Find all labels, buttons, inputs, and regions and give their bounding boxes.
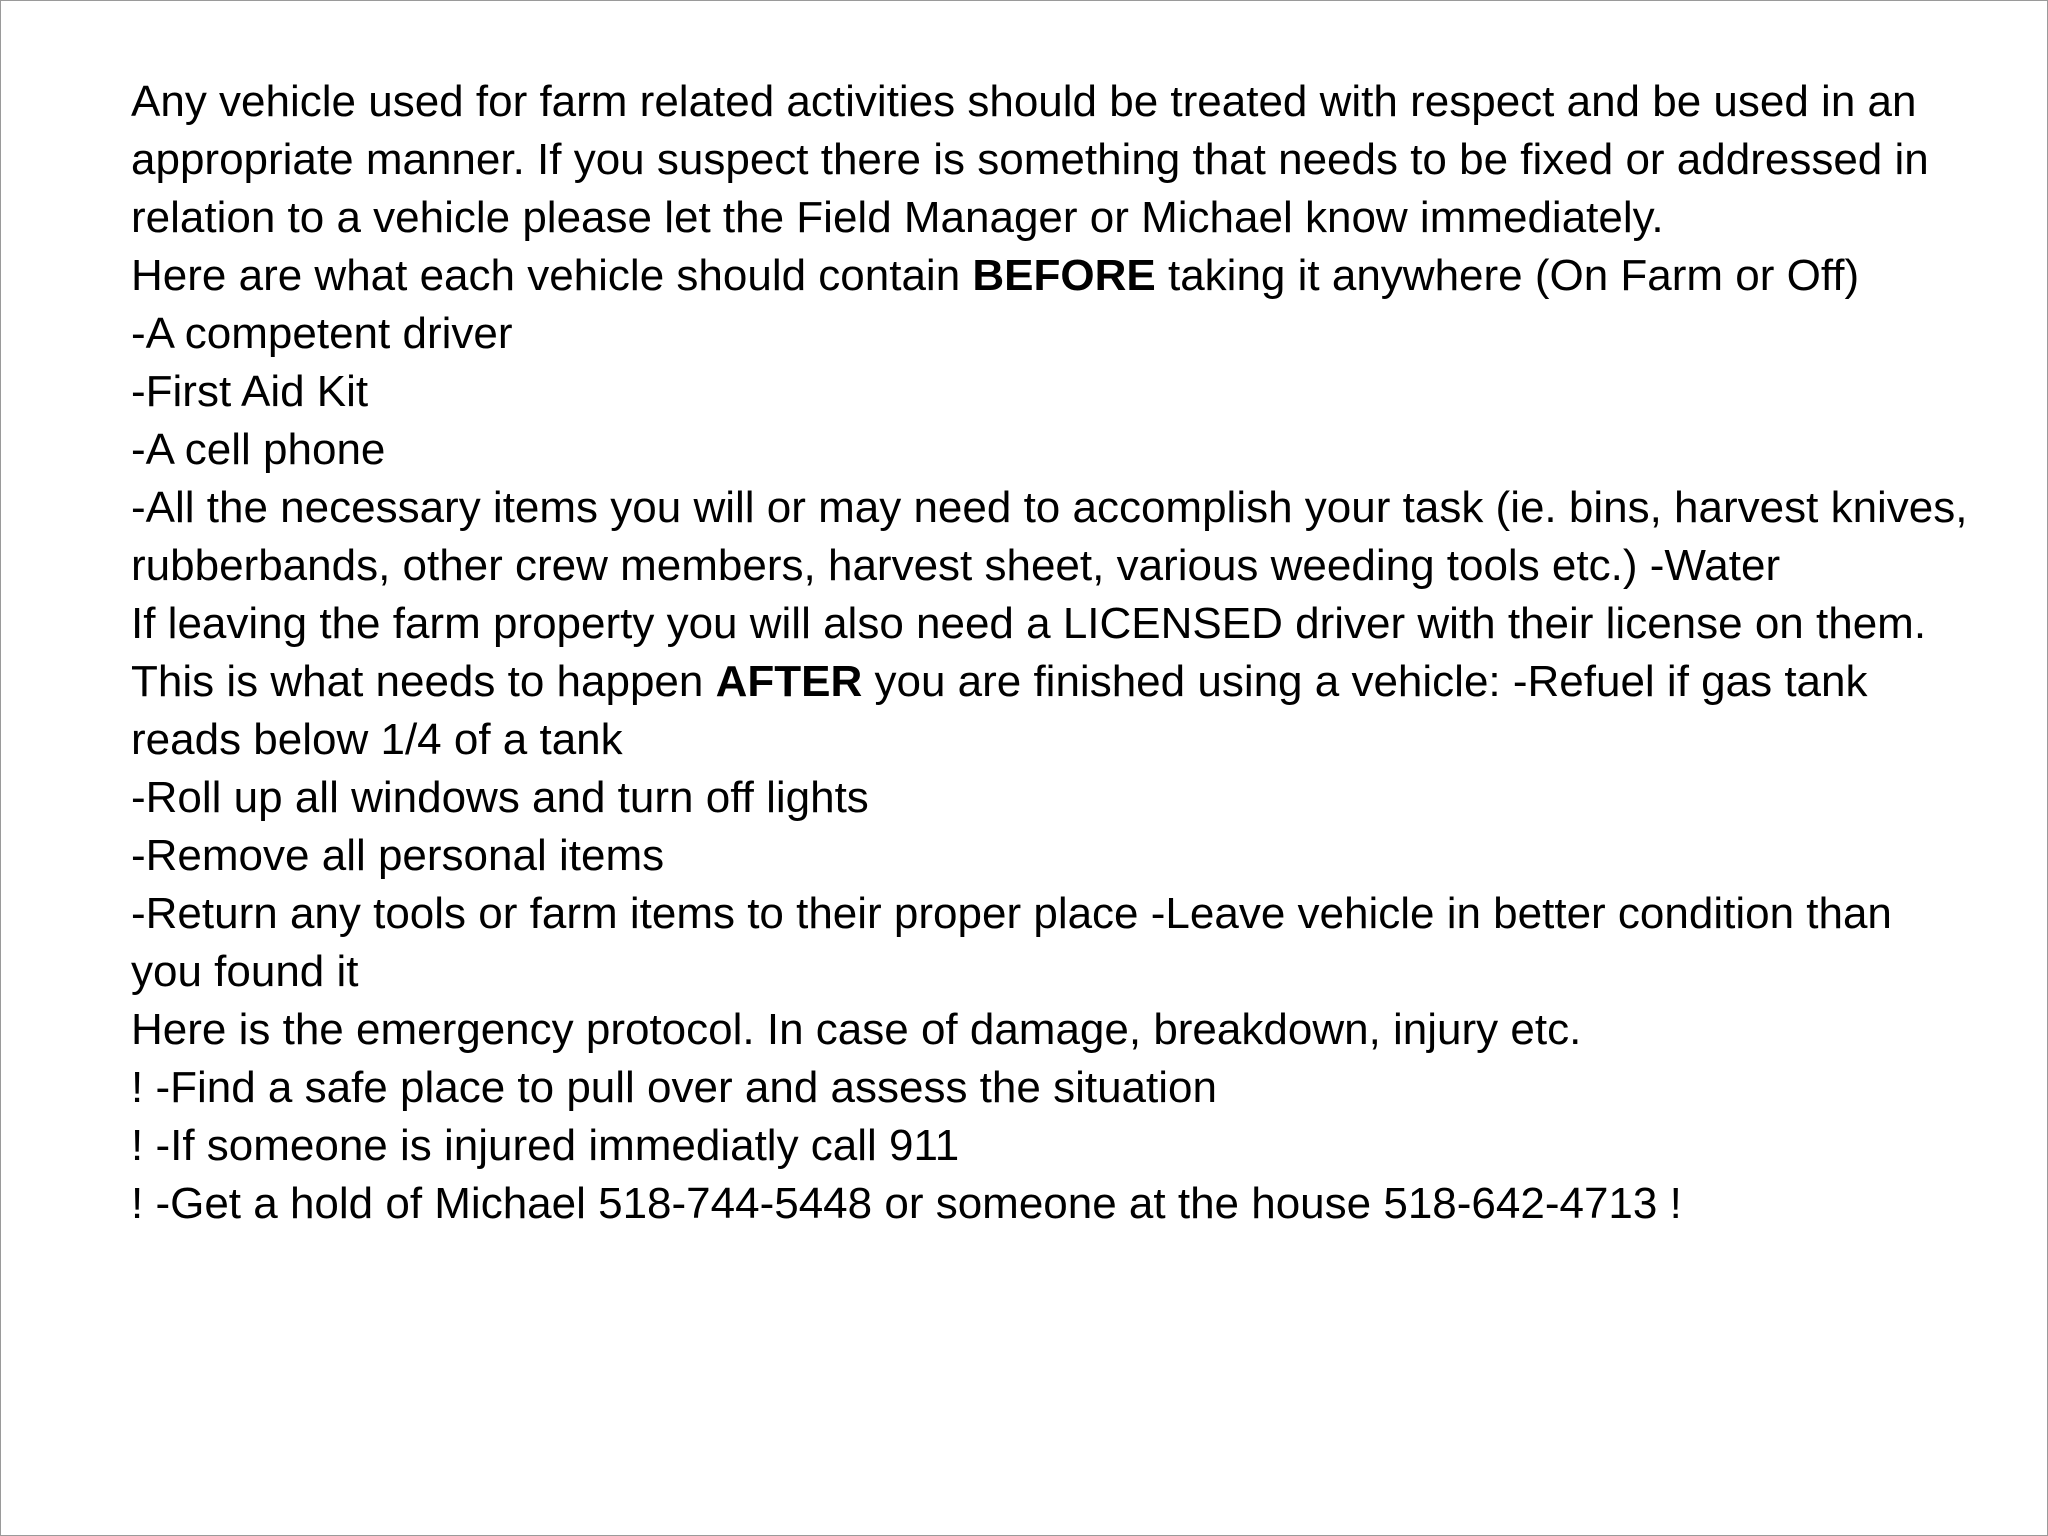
- before-item-cell-phone: -A cell phone: [131, 425, 386, 474]
- before-heading-prefix: Here are what each vehicle should contain: [131, 251, 973, 300]
- after-item-personal-items: -Remove all personal items: [131, 831, 665, 880]
- emergency-item-contact: ! -Get a hold of Michael 518-744-5448 or someone at the house 518-642-4713 !: [131, 1179, 1682, 1228]
- after-heading-prefix: This is what needs to happen: [131, 657, 716, 706]
- before-heading-bold: BEFORE: [972, 251, 1156, 300]
- after-item-return-tools: -Return any tools or farm items to their proper place -Leave vehicle in better condition than you found it: [131, 889, 1892, 996]
- before-item-first-aid: -First Aid Kit: [131, 367, 369, 416]
- before-heading-suffix: taking it anywhere (On Farm or Off): [1155, 251, 1860, 300]
- after-item-windows: -Roll up all windows and turn off lights: [131, 773, 869, 822]
- emergency-item-pull-over: ! -Find a safe place to pull over and assess the situation: [131, 1063, 1217, 1112]
- emergency-heading: Here is the emergency protocol. In case of damage, breakdown, injury etc.: [131, 1005, 1582, 1054]
- after-heading-bold: AFTER: [715, 657, 863, 706]
- before-item-necessary-items: -All the necessary items you will or may need to accomplish your task (ie. bins, harvest knives, rubberbands, other crew members, harvest sheet, various weeding tools etc.) -Water: [131, 483, 1968, 590]
- licensed-driver-note: If leaving the farm property you will also need a LICENSED driver with their license on them.: [131, 599, 1927, 648]
- before-heading: [131, 247, 1971, 305]
- after-heading: [131, 653, 1971, 769]
- intro-paragraph: Any vehicle used for farm related activities should be treated with respect and be used in an appropriate manner. If you suspect there is something that needs to be fixed or addressed in relation to a vehicle please let the Field Manager or Michael know immediately.: [131, 77, 1929, 242]
- after-heading-suffix: you are finished using a vehicle: -Refuel if gas tank reads below 1/4 of a tank: [131, 657, 1868, 764]
- document-body: [131, 73, 1971, 1233]
- before-item-driver: -A competent driver: [131, 309, 513, 358]
- emergency-item-call-911: ! -If someone is injured immediatly call 911: [131, 1121, 960, 1170]
